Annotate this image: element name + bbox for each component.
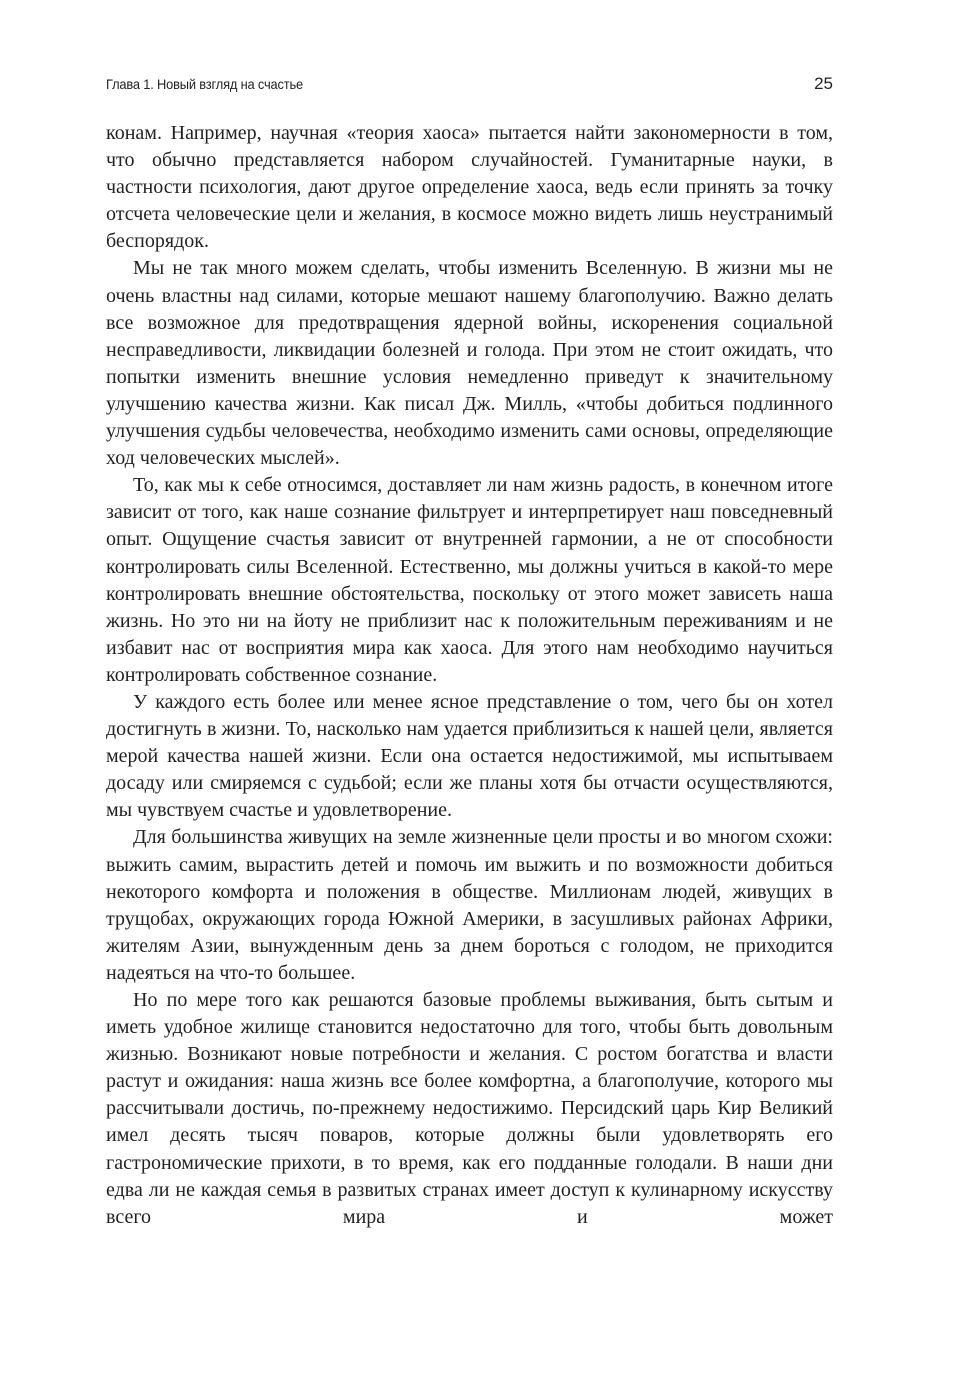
paragraph: Но по мере того как решаются базовые проблемы выживания, быть сытым и иметь удобное жилище становится недостаточно для того, чтобы быть довольным жизнью. Возникают новые потребности и желания. С ростом богатства и власти растут и ожидания: наша жизнь все более комфортна, а благополучие, которого мы рассчитывали достичь, по-прежнему недостижимо. Персидский царь Кир Великий имел десять тысяч поваров, которые должны были удовлетворять его гастрономические прихоти, в то время, как его подданные голодали. В наши дни едва ли не каждая семья в развитых странах имеет доступ к кулинарному искусству всего мира и может [106,989,833,1228]
paragraph: У каждого есть более или менее ясное представление о том, чего бы он хотел достигнуть в жизни. То, насколько нам удается приблизиться к нашей цели, является мерой качества нашей жизни. Если она остается недостижимой, мы испытываем досаду или смиряемся с судьбой; если же планы хотя бы отчасти осуществляются, мы чувствуем счастье и удовлетворение. [106,690,833,822]
paragraph-continuation: конам. Например, научная «теория хаоса» пытается найти закономерности в том, что обычно представляется набором случайностей. Гуманитарные науки, в частности психология, дают другое определение хаоса, ведь если принять за точку отсчета человеческие цели и желания, в космосе можно видеть лишь неустранимый беспорядок. [106,122,833,253]
running-head: Глава 1. Новый взгляд на счастье [106,76,303,92]
paragraph: Для большинства живущих на земле жизненные цели просты и во многом схожи: выжить самим, вырастить детей и помочь им выжить и по возможности добиться некоторого комфорта и положения в обществе. Миллионам людей, живущих в трущобах, окружающих города Южной Америки, в засушливых районах Африки, жителям Азии, вынужденным день за днем бороться с голодом, не приходится надеяться на что-то большее. [106,826,833,984]
body-text [106,120,833,1231]
paragraph: Мы не так много можем сделать, чтобы изменить Вселенную. В жизни мы не очень властны над силами, которые мешают нашему благополучию. Важно делать все возможное для предотвращения ядерной войны, искоренения социальной несправедливости, ликвидации болезней и голода. При этом не стоит ожидать, что попытки изменить внешние условия немедленно приведут к значительному улучшению качества жизни. Как писал Дж. Милль, «чтобы добиться подлинного улучшения судьбы человечества, необходимо изменить сами основы, определяющие ход человеческих мыслей». [106,257,833,470]
paragraph: То, как мы к себе относимся, доставляет ли нам жизнь радость, в конечном итоге зависит от того, как наше сознание фильтрует и интерпретирует наш повседневный опыт. Ощущение счастья зависит от внутренней гармонии, а не от способности контролировать силы Вселенной. Естественно, мы должны учиться в какой-то мере контролировать внешние обстоятельства, поскольку от этого может зависеть наша жизнь. Но это ни на йоту не приблизит нас к положительным переживаниям и не избавит нас от восприятия мира как хаоса. Для этого нам необходимо научиться контролировать собственное сознание. [106,474,833,686]
page-number: 25 [814,74,833,93]
page-header [106,74,833,96]
